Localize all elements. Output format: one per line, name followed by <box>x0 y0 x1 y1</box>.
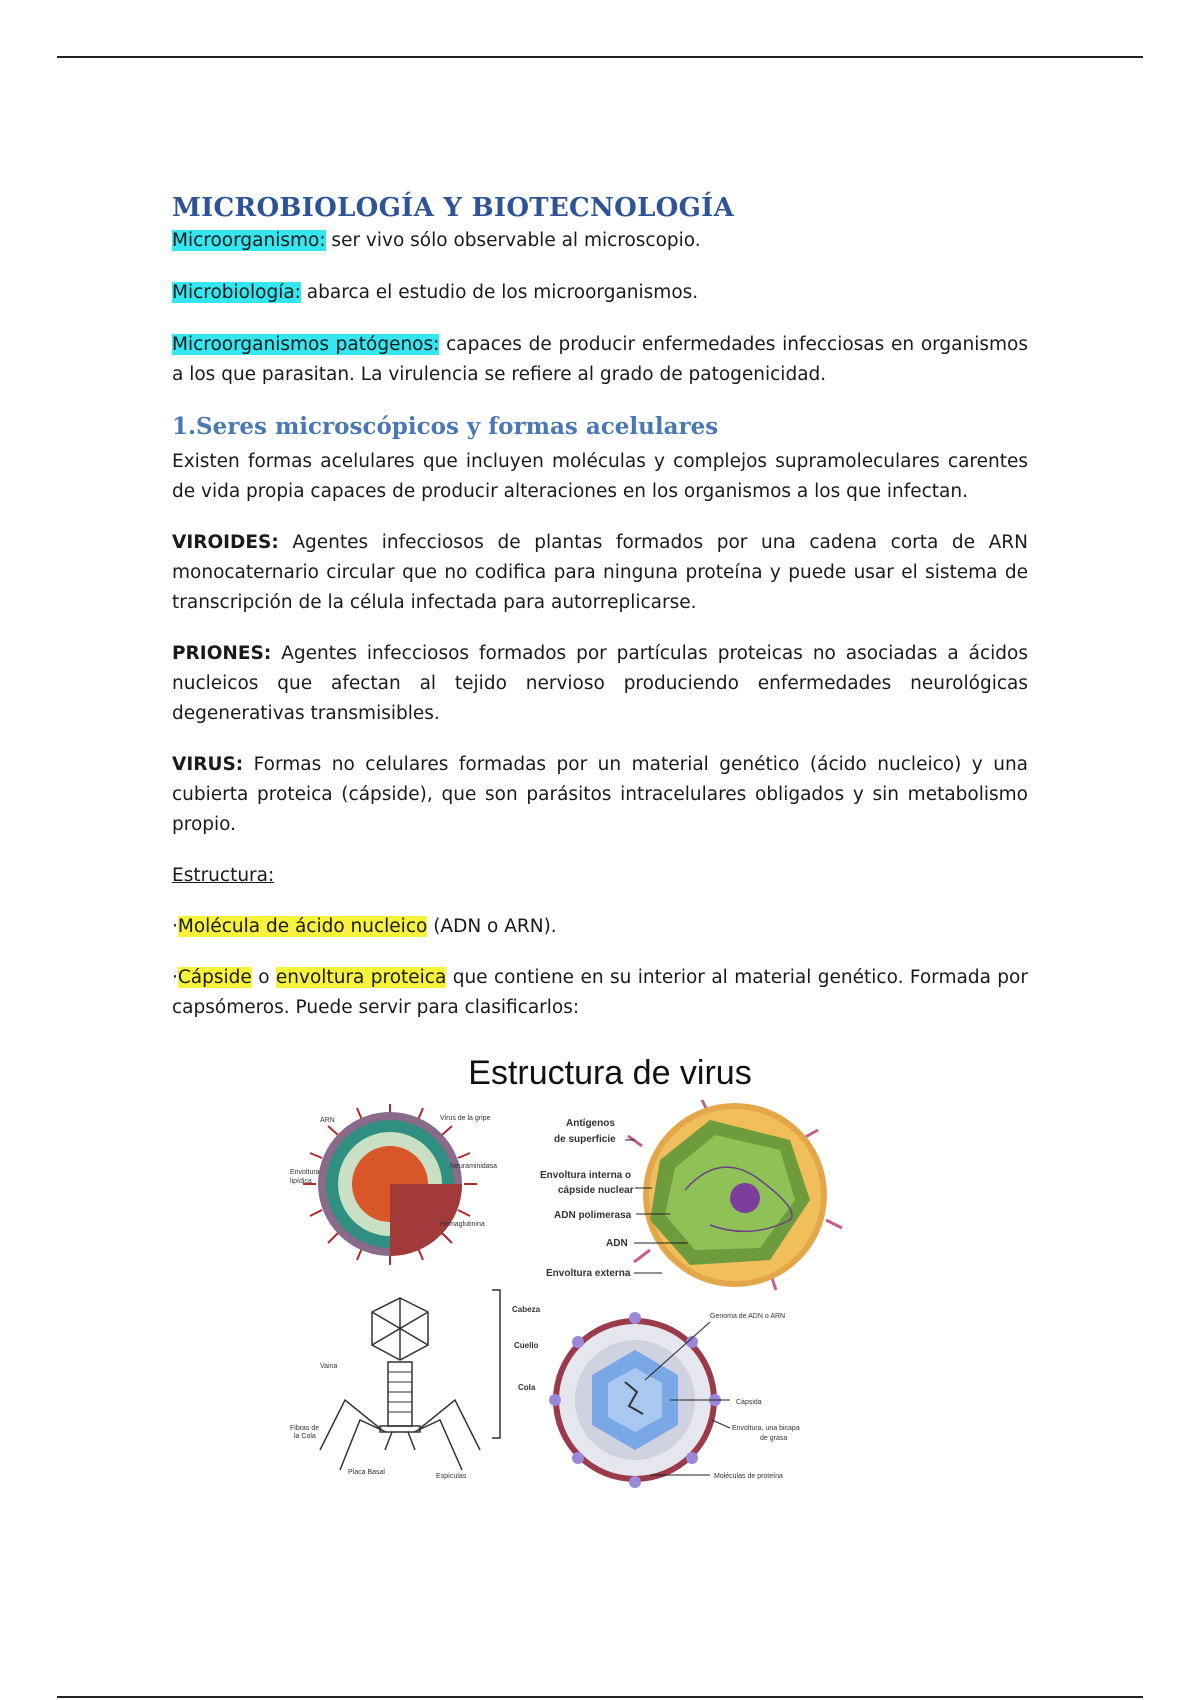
term-priones: PRIONES: <box>172 643 272 664</box>
figure-label: Envoltura externa <box>546 1268 631 1279</box>
figure-label: de grasa <box>760 1435 788 1442</box>
paragraph-text: Agentes infecciosos de plantas formados por una cadena corta de ARN monocaternario circular que no codifica para ninguna proteína y puede usar el sistema de transcripción de la célula infectada para autorreplicarse. <box>172 532 1028 613</box>
bullet-dot: · <box>172 967 178 988</box>
highlight-capside: Cápside <box>177 967 252 988</box>
virus-illustrations <box>290 1050 930 1490</box>
paragraph-virus <box>172 750 1028 840</box>
figure-label: Espículas <box>436 1473 467 1480</box>
figure-label: Vaina <box>320 1363 338 1370</box>
bullet-dot: · <box>172 916 178 937</box>
structure-item-nucleic-acid <box>172 912 1028 942</box>
virus-structure-figure <box>290 1050 930 1490</box>
enveloped-virus-diagram <box>540 1100 842 1290</box>
figure-label: Antígenos <box>566 1118 615 1129</box>
figure-label: Cuello <box>514 1341 539 1350</box>
paragraph-text: Agentes infecciosos formados por partículas proteicas no asociadas a ácidos nucleicos que afectan al tejido nervioso produciendo enfermedades neurológicas degenerativas transmisibles. <box>172 643 1028 724</box>
footer-rule <box>57 1696 1143 1698</box>
highlight-envoltura: envoltura proteica <box>275 967 447 988</box>
term-virus: VIRUS: <box>172 754 244 775</box>
figure-label: ADN polimerasa <box>554 1210 632 1221</box>
item-text: (ADN o ARN). <box>427 916 557 937</box>
header-rule <box>57 56 1143 58</box>
definition-microorganismo <box>172 226 1028 256</box>
item-text: o <box>251 967 276 988</box>
paragraph-viroides <box>172 528 1028 618</box>
document-title: MICROBIOLOGÍA Y BIOTECNOLOGÍA <box>172 193 735 223</box>
influenza-virus-diagram <box>290 1104 497 1265</box>
figure-label: ARN <box>320 1117 335 1124</box>
definition-text: ser vivo sólo observable al microscopio. <box>325 230 701 251</box>
structure-item-capside <box>172 963 1028 1023</box>
highlight-nucleic-acid: Molécula de ácido nucleico <box>177 916 428 937</box>
estructura-text: Estructura: <box>172 865 275 886</box>
estructura-label <box>172 861 1028 891</box>
figure-label: de superficie <box>554 1134 616 1145</box>
figure-label: cápside nuclear <box>558 1185 634 1196</box>
figure-label: Genoma de ADN o ARN <box>710 1313 786 1320</box>
term-microorganismo: Microorganismo: <box>172 230 326 251</box>
definition-text: capaces de producir enfermedades infecciosas en organismos a los que parasitan. La virulencia se refiere al grado de patogenicidad. <box>172 334 1028 385</box>
item-text: que contiene en su interior al material genético. Formada por capsómeros. Puede servir para clasificarlos: <box>172 967 1028 1018</box>
figure-label: Virus de la gripe <box>440 1115 491 1122</box>
figure-label: Placa Basal <box>348 1469 385 1476</box>
figure-label: Fibras de <box>290 1425 320 1432</box>
figure-label: Envoltura <box>290 1169 320 1176</box>
figure-label: Cola <box>518 1383 536 1392</box>
paragraph-priones <box>172 639 1028 729</box>
figure-label: Cápsida <box>736 1399 762 1406</box>
term-microbiologia: Microbiología: <box>172 282 301 303</box>
definition-patogenos <box>172 330 1028 390</box>
figure-label: Neuraminidasa <box>450 1163 498 1170</box>
term-viroides: VIROIDES: <box>172 532 279 553</box>
document-body <box>172 190 1028 1044</box>
figure-label: Hemaglutinina <box>440 1221 485 1228</box>
bacteriophage-diagram <box>320 1290 500 1470</box>
figure-label: la Cola <box>294 1433 316 1440</box>
section-heading: 1.Seres microscópicos y formas acelulares <box>172 413 719 440</box>
intro-paragraph: Existen formas acelulares que incluyen moléculas y complejos supramoleculares carentes de vida propia capaces de producir alteraciones en los organismos a los que infectan. <box>172 451 1028 502</box>
enveloped-sphere-diagram <box>549 1312 800 1488</box>
paragraph-text: Formas no celulares formadas por un material genético (ácido nucleico) y una cubierta proteica (cápside), que son parásitos intracelulares obligados y sin metabolismo propio. <box>172 754 1028 835</box>
definition-microbiologia <box>172 278 1028 308</box>
figure-title: Estructura de virus <box>468 1054 752 1092</box>
figure-label: Envoltura interna o <box>540 1170 632 1181</box>
definition-text: abarca el estudio de los microorganismos. <box>300 282 699 303</box>
figure-label: Envoltura, una bicapa <box>732 1425 800 1432</box>
figure-label: Cabeza <box>512 1305 541 1314</box>
figure-label: lipídica <box>290 1178 312 1185</box>
term-patogenos: Microorganismos patógenos: <box>172 334 440 355</box>
figure-label: Moléculas de proteína <box>714 1473 783 1480</box>
figure-label: ADN <box>606 1238 628 1249</box>
